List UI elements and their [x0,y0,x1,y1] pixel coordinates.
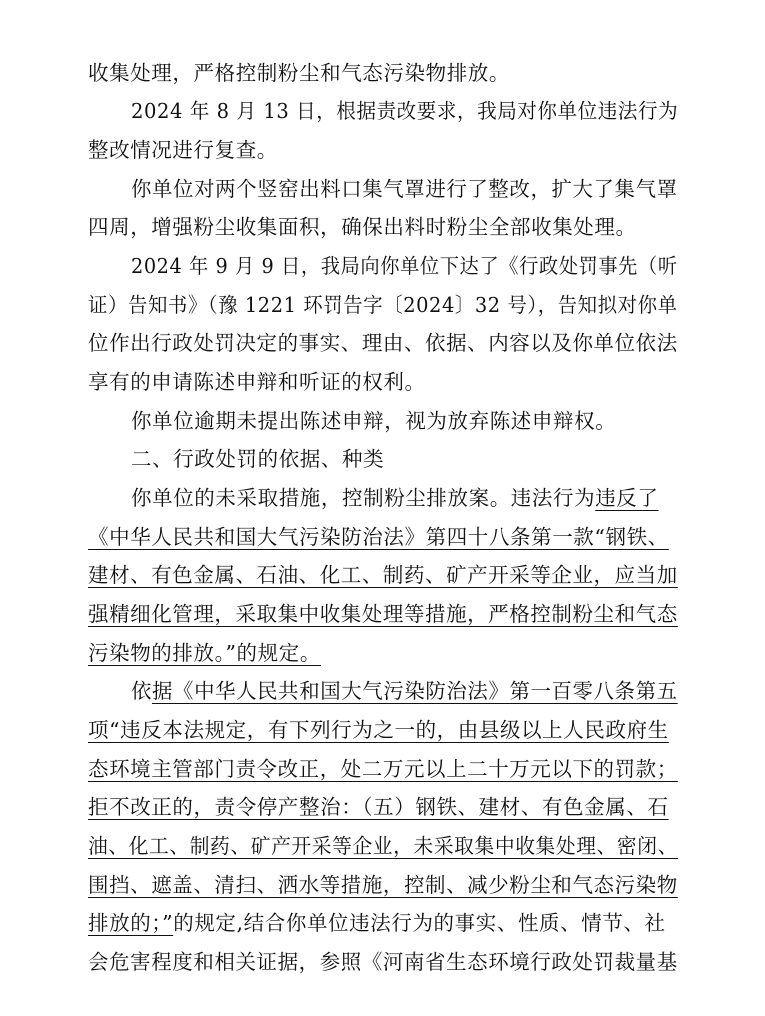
text-segment: 2024 年 9 月 9 日，我局向你单位下达了《行政处罚事先（听 [131,254,678,278]
text-line [131,672,678,710]
text-line [88,286,678,324]
text-segment: 你单位逾期未提出陈述申辩，视为放弃陈述申辩权。 [131,409,617,433]
underlined-text: 污染物的排放。”的规定。 [88,641,321,665]
text-line [88,595,678,633]
text-line [88,750,678,788]
underlined-text: 排放的；” [88,911,174,935]
text-line [88,827,678,865]
text-line [88,54,510,92]
text-line [88,556,678,594]
underlined-text: 态环境主管部门责令改正，处二万元以上二十万元以下的罚款； [88,757,678,781]
text-line [88,131,278,169]
underlined-text: 拒不改正的，责令停产整治：（五）钢铁、建材、有色金属、石 [88,795,669,819]
text-segment: 二、行政处罚的依据、种类 [131,447,385,471]
text-line [88,634,321,672]
underlined-text: 油、化工、制药、矿产开采等企业，未采取集中收集处理、密闭、 [88,834,678,858]
underlined-text: 违反了 [595,486,659,510]
section-heading [131,440,384,478]
text-line [131,170,678,208]
text-line [88,904,666,942]
text-segment: 2024 年 8 月 13 日，根据责改要求，我局对你单位违法行为 [131,99,679,123]
text-segment: 你单位对两个竖窑出料口集气罩进行了整改，扩大了集气罩 [131,177,678,201]
text-segment: 会危害程度和相关证据，参照《河南省生态环境行政处罚裁量基 [88,950,678,974]
text-line [88,943,678,981]
text-line [131,479,659,517]
text-segment: 享有的申请陈述申辩和听证的权利。 [88,370,426,394]
underlined-text: 强精细化管理，采取集中收集处理等措施，严格控制粉尘和气态 [88,602,678,626]
underlined-text: 项“违反本法规定，有下列行为之一的，由县级以上人民政府生 [88,718,669,742]
text-line [88,363,426,401]
underlined-text: 《中华人民共和国大气污染防治法》第四十八条第一款“钢铁、 [88,525,669,549]
text-segment: 的规定,结合你单位违法行为的事实、性质、情节、社 [173,911,666,935]
text-segment: 位作出行政处罚决定的事实、理由、依据、内容以及你单位依法 [88,331,678,355]
text-segment: 你单位的未采取措施，控制粉尘排放案。违法行为 [131,486,596,510]
text-segment: 证）告知书》（豫 1221 环罚告字〔2024〕32 号），告知拟对你单 [88,293,678,317]
underlined-text: 建材、有色金属、石油、化工、制药、矿产开采等企业，应当加 [88,563,678,587]
text-segment: 依 [131,679,153,703]
text-line [88,866,678,904]
text-segment: 整改情况进行复查。 [88,138,278,162]
text-line [88,208,637,246]
text-line [88,788,669,826]
underlined-text: 围挡、遮盖、清扫、洒水等措施，控制、减少粉尘和气态污染物 [88,873,678,897]
text-line [131,402,616,440]
text-segment: 四周，增强粉尘收集面积，确保出料时粉尘全部收集处理。 [88,215,637,239]
text-line [88,711,669,749]
text-line [88,324,678,362]
text-line [88,518,669,556]
text-line [131,247,678,285]
text-segment: 收集处理，严格控制粉尘和气态污染物排放。 [88,61,510,85]
underlined-text: 据《中华人民共和国大气污染防治法》第一百零八条第五 [152,679,678,703]
text-line [131,92,678,130]
